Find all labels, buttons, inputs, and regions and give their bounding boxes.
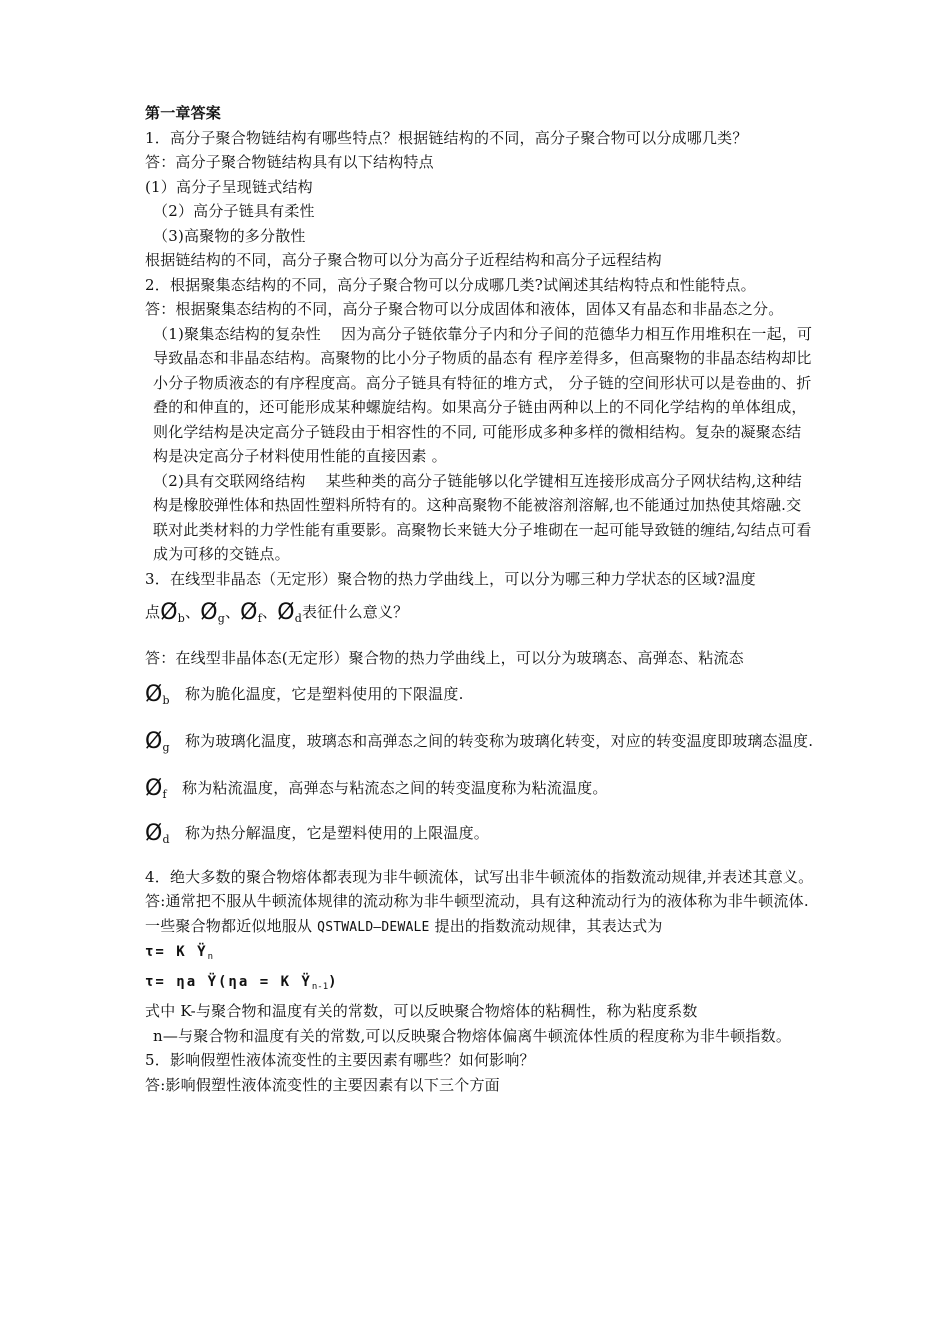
theta-symbol-f: Ø bbox=[240, 600, 258, 625]
theta-symbol: Ø bbox=[145, 820, 163, 846]
question-4: 4．绝大多数的聚合物熔体都表现为非牛顿流体，试写出非牛顿流体的指数流动规律,并表述其意义。 bbox=[145, 867, 814, 886]
theta-symbol-b: Ø bbox=[160, 600, 178, 625]
separator: 、 bbox=[184, 603, 201, 621]
symbol-subscript-f: f bbox=[257, 612, 262, 625]
answer-4 bbox=[145, 889, 815, 940]
answer-1-point-2: （2）高分子链具有柔性 bbox=[153, 202, 315, 220]
chapter-title: 第一章答案 bbox=[145, 104, 222, 122]
explain-n: n—与聚合物和温度有关的常数,可以反映聚合物熔体偏离牛顿流体性质的程度称为非牛顿指数。 bbox=[153, 1026, 792, 1045]
symbol-subscript: f bbox=[162, 787, 167, 801]
question-3-prefix: 点 bbox=[145, 603, 161, 621]
question-3-suffix: 表征什么意义？ bbox=[301, 603, 409, 621]
answer-5-intro: 答:影响假塑性液体流变性的主要因素有以下三个方面 bbox=[145, 1075, 500, 1094]
theta-symbol: Ø bbox=[145, 728, 163, 754]
answer-1-conclusion: 根据链结构的不同，高分子聚合物可以分为高分子近程结构和高分子远程结构 bbox=[145, 251, 662, 269]
theta-symbol: Ø bbox=[145, 681, 163, 707]
theta-symbol-g: Ø bbox=[200, 600, 218, 625]
answer-4-text-a: 答:通常把不服从牛顿流体规律的流动称为非牛顿型流动，具有这种流动行为的液体称为非牛顿流体.一些聚合物都近似地服从 bbox=[145, 892, 809, 935]
answer-1-intro: 答：高分子聚合物链结构具有以下结构特点 bbox=[145, 153, 434, 171]
theta-symbol: Ø bbox=[145, 775, 163, 801]
definition-g bbox=[145, 724, 815, 765]
definition-text: 称为热分解温度，它是塑料使用的上限温度。 bbox=[184, 823, 489, 842]
symbol-subscript: d bbox=[162, 832, 170, 846]
theta-symbol-d: Ø bbox=[277, 600, 295, 625]
answer-1-point-3: （3)高聚物的多分散性 bbox=[153, 226, 306, 245]
separator: 、 bbox=[261, 603, 278, 621]
question-2: 2．根据聚集态结构的不同，高分子聚合物可以分成哪几类?试阐述其结构特点和性能特点。 bbox=[145, 275, 756, 294]
formula-2-body: τ= ηa Ÿ(ηa = K Ÿ bbox=[145, 973, 312, 990]
definition-text: 称为脆化温度，它是塑料使用的下限温度. bbox=[184, 684, 464, 703]
answer-3-intro: 答：在线型非晶体态(无定形）聚合物的热力学曲线上，可以分为玻璃态、高弹态、粘流态 bbox=[145, 649, 744, 667]
document-body bbox=[145, 101, 815, 1097]
question-1: 1．高分子聚合物链结构有哪些特点？根据链结构的不同，高分子聚合物可以分成哪几类？ bbox=[145, 128, 748, 147]
question-3-line-2 bbox=[145, 595, 815, 636]
definition-d bbox=[145, 818, 815, 855]
symbol-subscript: b bbox=[162, 693, 170, 707]
symbol-subscript-b: b bbox=[177, 612, 185, 625]
formula-2-close: ) bbox=[328, 973, 339, 990]
answer-1-point-1: (1）高分子呈现链式结构 bbox=[145, 177, 313, 196]
definition-b bbox=[145, 679, 815, 716]
formula-1 bbox=[145, 940, 815, 970]
answer-2-intro: 答：根据聚集态结构的不同，高分子聚合物可以分成固体和液体，固体又有晶态和非晶态之分。 bbox=[145, 300, 784, 318]
formula-2 bbox=[145, 970, 815, 1000]
explain-k: 式中 K-与聚合物和温度有关的常数，可以反映聚合物熔体的粘稠性，称为粘度系数 bbox=[145, 1002, 698, 1020]
formula-1-exponent: n bbox=[207, 952, 213, 962]
answer-2-paragraph-2: （2)具有交联网络结构 某些种类的高分子链能够以化学键相互连接形成高分子网状结构,这种结构是橡胶弹性体和热固性塑料所特有的。这种高聚物不能被溶剂溶解,也不能通过加热使其熔融.交联对此类材料的力学性能有重要影。高聚物长来链大分子堆砌在一起可能导致链的缠结,勾结点可看成为可移的交链点。 bbox=[153, 471, 812, 563]
answer-4-text-b: 提出的指数流动规律，其表达式为 bbox=[434, 916, 663, 935]
question-3-line-1: 3．在线型非晶态（无定形）聚合物的热力学曲线上，可以分为哪三种力学状态的区域?温度 bbox=[145, 569, 756, 588]
symbol-subscript-g: g bbox=[217, 612, 225, 625]
law-name: QSTWALD—DEWALE bbox=[317, 919, 430, 935]
definition-text: 称为玻璃化温度，玻璃态和高弹态之间的转变称为玻璃化转变，对应的转变温度即玻璃态温度. bbox=[184, 731, 814, 750]
formula-2-exponent: n-1 bbox=[311, 981, 329, 992]
formula-1-body: τ= K Ÿ bbox=[145, 944, 208, 960]
separator: 、 bbox=[224, 603, 241, 621]
question-5: 5．影响假塑性液体流变性的主要因素有哪些？如何影响？ bbox=[145, 1051, 535, 1069]
symbol-subscript-d: d bbox=[294, 612, 302, 625]
symbol-subscript: g bbox=[162, 740, 170, 754]
definition-text: 称为粘流温度，高弹态与粘流态之间的转变温度称为粘流温度。 bbox=[182, 778, 608, 797]
definition-f bbox=[145, 773, 815, 810]
answer-2-paragraph-1: （1)聚集态结构的复杂性 因为高分子链依靠分子内和分子间的范德华力相互作用堆积在一起，可导致晶态和非晶态结构。高聚物的比小分子物质的晶态有 程序差得多，但高聚物的非晶态结构却比小分子物质液态的有序程度高。高分子链具有特征的堆方式， 分子链的空间形状可以是卷曲的、折叠的和伸直的，还可能形成某种螺旋结构。如果高分子链由两种以上的不同化学结构的单体组成，则化学结构是决定高分子链段由于相容性的不同, 可能形成多种多样的微相结构。复杂的凝聚态结构是决定高分子材料使用性能的直接因素 。 bbox=[153, 324, 813, 465]
